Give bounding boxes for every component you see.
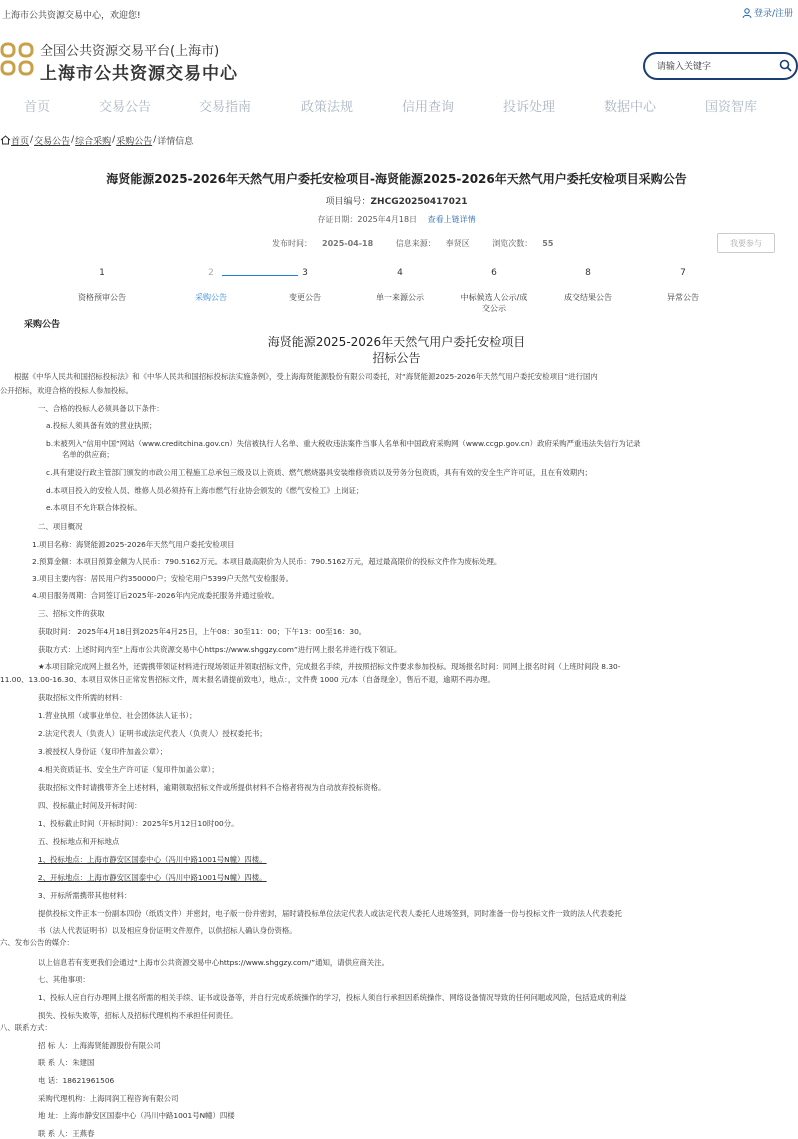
document-line: 二、项目概况 bbox=[38, 522, 83, 531]
main-nav bbox=[0, 96, 793, 118]
process-step[interactable] bbox=[55, 268, 149, 303]
document-line: 四、投标截止时间及开标时间： bbox=[38, 801, 142, 810]
brand-center-name: 上海市公共资源交易中心 bbox=[40, 64, 238, 84]
process-steps bbox=[0, 268, 793, 318]
process-step[interactable] bbox=[164, 268, 258, 303]
document-line: 获取招标文件所需的材料： bbox=[38, 693, 127, 702]
document-line: a.投标人须具备有效的营业执照； bbox=[46, 421, 157, 430]
step-label: 变更公告 bbox=[289, 293, 321, 302]
document-line: 名单的供应商； bbox=[62, 450, 114, 459]
document-line: 采购代理机构：上海同润工程咨询有限公司 bbox=[38, 1094, 179, 1103]
step-label: 异常公告 bbox=[667, 293, 699, 302]
active-step-indicator bbox=[222, 275, 298, 276]
document-line: 三、招标文件的获取 bbox=[38, 609, 105, 618]
document-line: 4.相关资质证书、安全生产许可证（复印件加盖公章）； bbox=[38, 765, 219, 774]
step-label: 资格预审公告 bbox=[78, 293, 126, 302]
page-title: 海贤能源2025-2026年天然气用户委托安检项目-海贤能源2025-2026年天然气用户委托安检项目采购公告 bbox=[106, 172, 687, 186]
process-step[interactable] bbox=[541, 268, 635, 303]
project-code bbox=[0, 194, 793, 207]
views-label: 浏览次数： bbox=[492, 239, 533, 248]
search-icon[interactable] bbox=[779, 59, 792, 72]
nav-item[interactable]: 国资智库 bbox=[705, 100, 758, 115]
document-line: 3.被授权人身份证（复印件加盖公章）； bbox=[38, 747, 167, 756]
nav-item[interactable]: 首页 bbox=[24, 100, 51, 115]
document-line: 联 系 人：王燕春 bbox=[38, 1129, 95, 1138]
process-step[interactable] bbox=[258, 268, 352, 303]
home-icon bbox=[0, 135, 11, 145]
nav-item[interactable]: 交易指南 bbox=[199, 100, 252, 115]
breadcrumb: 首页 / 交易公告 / 综合采购 / 采购公告 / 详情信息 bbox=[0, 133, 193, 147]
expiry-value: 2025年4月18日 bbox=[357, 215, 418, 224]
step-number: 8 bbox=[585, 268, 591, 278]
publish-info bbox=[272, 238, 573, 249]
step-number: 6 bbox=[491, 268, 497, 278]
process-step[interactable] bbox=[636, 268, 730, 303]
document-line: 八、联系方式： bbox=[0, 1023, 52, 1032]
document-line: 以上信息若有变更我们会通过“上海市公共资源交易中心https://www.shggzy.com/”通知，请供应商关注。 bbox=[38, 958, 389, 967]
document-line: 1、投标截止时间（开标时间）：2025年5月12日10时00分。 bbox=[38, 819, 239, 828]
section-label: 采购公告 bbox=[24, 320, 61, 330]
project-code-label: 项目编号： bbox=[325, 197, 371, 207]
document-line: 获取时间： 2025年4月18日到2025年4月25日，上午08：30至11：00；下午13：00至16：30。 bbox=[38, 627, 367, 636]
step-number: 2 bbox=[208, 268, 214, 278]
document-line: 获取方式：上述时间内至“上海市公共资源交易中心https://www.shggzy.com”进行网上报名并进行线下领证。 bbox=[38, 645, 402, 654]
step-number: 3 bbox=[302, 268, 308, 278]
document-line: 1、投标地点：上海市静安区国泰中心（冯川中路1001号N幢）四楼。 bbox=[38, 855, 267, 864]
welcome-text: 上海市公共资源交易中心，欢迎您! bbox=[2, 11, 141, 21]
breadcrumb-home[interactable]: 首页 bbox=[11, 136, 30, 147]
document-line: ★本项目除完成网上报名外，还需携带领证材料进行现场领证并领取招标文件，完成报名手续，并按照招标文件要求参加投标。现场报名时间：同网上报名时间（上班时间段 8.30- bbox=[38, 662, 621, 671]
nav-item[interactable]: 交易公告 bbox=[99, 100, 152, 115]
document-line: b.未被列入“信用中国”网站（www.creditchina.gov.cn）失信被执行人名单、重大税收违法案件当事人名单和中国政府采购网（www.ccgp.gov.cn）政府采购严重违法失信行为记录 bbox=[46, 439, 641, 448]
document-line: 2.预算金额：本项目预算金额为人民币：790.5162万元。本项目最高限价为人民币：790.5162万元，超过最高限价的投标文件作为废标处理。 bbox=[32, 557, 502, 566]
document-line: 电 话：18621961506 bbox=[38, 1076, 115, 1085]
document-line: 11.00、13.00-16.30、本项目双休日正常发售招标文件，周末报名请提前致电），地点：，文件费 1000 元/本（自备现金），售后不退，逾期不再办理。 bbox=[0, 675, 495, 684]
document-line: 1.营业执照（或事业单位、社会团体法人证书）； bbox=[38, 711, 197, 720]
document-line: 1.项目名称：海贤能源2025-2026年天然气用户委托安检项目 bbox=[32, 540, 235, 549]
login-link[interactable] bbox=[742, 6, 793, 19]
nav-item[interactable]: 政策法规 bbox=[301, 100, 354, 115]
document-line: d.本项目投入的安检人员、维修人员必须持有上海市燃气行业协会颁发的《燃气安检工》上岗证； bbox=[46, 486, 364, 495]
top-bar bbox=[0, 0, 793, 28]
document-line: 五、投标地点和开标地点 bbox=[38, 837, 120, 846]
project-code-value: ZHCG20250417021 bbox=[370, 197, 468, 207]
views-value: 55 bbox=[542, 239, 554, 248]
document-line: 联 系 人：朱建国 bbox=[38, 1058, 95, 1067]
step-label: 单一来源公示 bbox=[376, 293, 424, 302]
search-input[interactable] bbox=[657, 59, 767, 74]
process-step[interactable] bbox=[353, 268, 447, 303]
user-icon bbox=[742, 8, 752, 18]
document-line: 书（法人代表证明书）以及相应身份证明文件原件，以供招标人确认身份资格。 bbox=[38, 926, 297, 935]
brand-platform-name: 全国公共资源交易平台(上海市) bbox=[40, 44, 220, 59]
document-title-line1: 海贤能源2025-2026年天然气用户委托安检项目 bbox=[267, 335, 526, 349]
nav-item[interactable]: 信用查询 bbox=[402, 100, 455, 115]
document-line: 2.法定代表人（负责人）证明书或法定代表人（负责人）授权委托书； bbox=[38, 729, 267, 738]
expiry-info bbox=[0, 214, 793, 225]
step-number: 1 bbox=[99, 268, 105, 278]
breadcrumb-current: 详情信息 bbox=[157, 136, 194, 147]
search-box bbox=[643, 52, 798, 80]
document-title-line2: 招标公告 bbox=[372, 351, 421, 365]
nav-item[interactable]: 投诉处理 bbox=[503, 100, 556, 115]
process-step[interactable] bbox=[447, 268, 541, 314]
source-value: 奉贤区 bbox=[445, 239, 470, 248]
login-label: 登录/注册 bbox=[753, 9, 793, 19]
step-label: 成交结果公告 bbox=[564, 293, 612, 302]
participate-button[interactable]: 我要参与 bbox=[717, 233, 775, 253]
step-label: 采购公告 bbox=[195, 293, 227, 302]
document-line: 地 址：上海市静安区国泰中心（冯川中路1001号N幢）四楼 bbox=[38, 1111, 235, 1120]
breadcrumb-trade-notice[interactable]: 交易公告 bbox=[34, 136, 71, 147]
document-line: 4.项目服务周期：合同签订后2025年-2026年内完成委托服务并通过验收。 bbox=[32, 591, 279, 600]
breadcrumb-procurement-notice[interactable]: 采购公告 bbox=[116, 136, 153, 147]
document-line: 3.项目主要内容：居民用户约350000户；安检宅用户5399户天然气安检服务。 bbox=[32, 574, 294, 583]
document-line: 招 标 人：上海海贤能源股份有限公司 bbox=[38, 1041, 161, 1050]
document-line: 提供投标文件正本一份副本四份（纸质文件）并密封，电子版一份并密封，届时请投标单位法定代表人或法定代表人委托人进场签到，同时准备一份与投标文件一致的法人代表委托 bbox=[38, 909, 622, 918]
step-number: 4 bbox=[397, 268, 403, 278]
pub-time-value: 2025-04-18 bbox=[322, 239, 374, 248]
document-line: 3、开标所需携带其他材料： bbox=[38, 891, 132, 900]
document-line: 2、开标地点：上海市静安区国泰中心（冯川中路1001号N幢）四楼。 bbox=[38, 873, 267, 882]
expiry-label: 存证日期： bbox=[317, 215, 358, 224]
breadcrumb-comprehensive-procurement[interactable]: 综合采购 bbox=[75, 136, 112, 147]
source-label: 信息来源： bbox=[395, 239, 436, 248]
nav-item[interactable]: 数据中心 bbox=[604, 100, 657, 115]
document-line: 1、投标人应自行办理网上报名所需的相关手续、证书或设备等，并自行完成系统操作的学习，投标人须自行承担因系统操作、网络设备情况导致的任何问题或风险，包括造成的利益 bbox=[38, 993, 627, 1002]
document-line: 一、合格的投标人必须具备以下条件： bbox=[38, 404, 164, 413]
document-title bbox=[0, 334, 793, 366]
document-line: c.具有建设行政主管部门颁发的市政公用工程施工总承包三级及以上资质、燃气燃烧器具安装维修资质以及劳务分包资质，具有有效的安全生产许可证，且在有效期内； bbox=[46, 468, 592, 477]
document-line: 损失、投标失败等，招标人及招标代理机构不承担任何责任。 bbox=[38, 1011, 238, 1020]
document-line: 公开招标，欢迎合格的投标人参加投标。 bbox=[0, 386, 134, 395]
document-line: 七、其他事项： bbox=[38, 975, 90, 984]
document-line: 六、发布公告的媒介： bbox=[0, 938, 74, 947]
logo-icon[interactable] bbox=[0, 42, 34, 76]
view-chain-link[interactable]: 查看上链详情 bbox=[427, 215, 476, 224]
site-header bbox=[0, 36, 793, 86]
document-line: 根据《中华人民共和国招标投标法》和《中华人民共和国招标投标法实施条例》，受上海海贤能源股份有限公司委托，对“海贤能源2025-2026年天然气用户委托安检项目”进行国内 bbox=[14, 372, 598, 381]
step-number: 7 bbox=[680, 268, 686, 278]
document-line: e.本项目不允许联合体投标。 bbox=[46, 503, 142, 512]
document-line: 获取招标文件时请携带齐全上述材料，逾期领取招标文件或所提供材料不合格者将视为自动放弃投标资格。 bbox=[38, 783, 386, 792]
pub-time-label: 发布时间： bbox=[272, 239, 312, 248]
step-label: 中标候选人公示/成交公示 bbox=[460, 293, 528, 313]
